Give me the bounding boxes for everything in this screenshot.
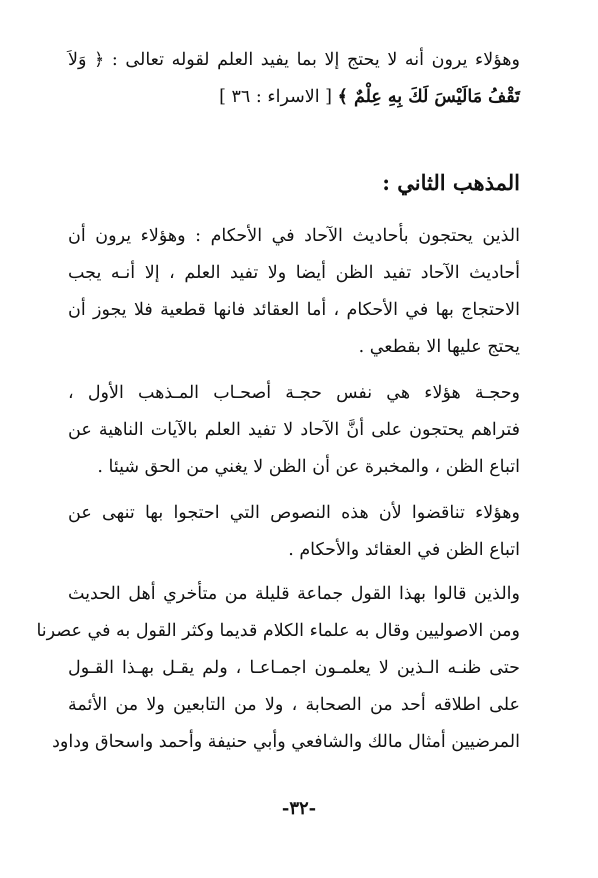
para3-line-2: اتباع الظن في العقائد والأحكام . — [288, 540, 520, 560]
quran-verse: تَقْفُ مَالَيْسَ لَكَ بِهِ عِلْمٌ ﴾ — [337, 87, 520, 107]
verse-reference: [ الاسراء : ٣٦ ] — [219, 87, 333, 107]
paragraph-1 — [68, 218, 520, 366]
paragraph-4 — [36, 576, 520, 761]
intro-paragraph — [68, 42, 520, 116]
intro-line-2 — [68, 79, 520, 116]
para4-line-1: والذين قالوا بهذا القول جماعة قليلة من متأخري أهل الحديث — [68, 584, 520, 604]
page-number: -٣٢- — [281, 798, 317, 819]
paragraph-2 — [68, 375, 520, 486]
para1-line-3: الاحتجاج بها في الأحكام ، أما العقائد فانها قطعية فلا يجوز أن — [68, 300, 520, 320]
para2-line-1: وحجـة هؤلاء هي نفس حجـة أصحـاب المـذهب الأول ، — [68, 383, 520, 403]
para3-line-1: وهؤلاء تناقضوا لأن هذه النصوص التي احتجوا بها تنهى عن — [68, 503, 520, 523]
para4-line-5: المرضيين أمثال مالك والشافعي وأبي حنيفة وأحمد واسحاق وداود — [52, 732, 520, 752]
section-heading: المذهب الثاني : — [382, 170, 520, 195]
para1-line-1: الذين يحتجون بأحاديث الآحاد في الأحكام : وهؤلاء يرون أن — [68, 226, 520, 246]
paragraph-3 — [68, 495, 520, 569]
intro-line-1: وهؤلاء يرون أنه لا يحتج إلا بما يفيد العلم لقوله تعالى : ﴿ وَلاَ — [68, 50, 520, 70]
para4-line-3: حتى ظنـه الـذين لا يعلمـون اجمـاعـا ، ولم يقـل بهـذا القـول — [68, 658, 520, 678]
para1-line-4: يحتج عليها الا بقطعي . — [358, 337, 520, 357]
para2-line-2: فتراهم يحتجون على أنَّ الآحاد لا تفيد العلم بالآيات الناهية عن — [68, 420, 520, 440]
para4-line-4: على اطلاقه أحد من الصحابة ، ولا من التابعين ولا من الأئمة — [68, 695, 520, 715]
para2-line-3: اتباع الظن ، والمخبرة عن أن الظن لا يغني من الحق شيئا . — [97, 457, 520, 477]
para1-line-2: أحاديث الآحاد تفيد الظن أيضا ولا تفيد العلم ، إلا أنـه يجب — [68, 263, 520, 283]
para4-line-2: ومن الاصوليين وقال به علماء الكلام قديما وكثر القول به في عصرنا — [36, 621, 520, 641]
